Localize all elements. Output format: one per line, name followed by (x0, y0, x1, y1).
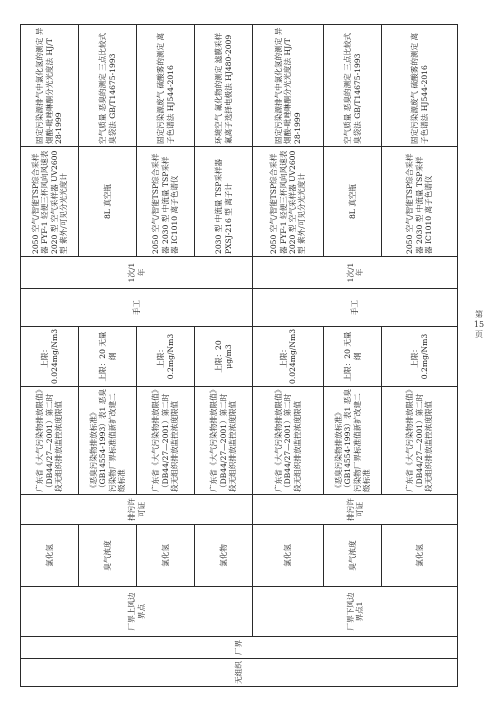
monitor-method-cell: 环境空气 氟化物的测定 滤膜采样氟离子选择电极法 HJ480-2009 (195, 25, 253, 147)
freq-cell: 1次/1年 (253, 257, 458, 289)
rotated-table-container (20, 25, 457, 687)
instrument-cell: 2050 空气/智能TSP综合采样器 FYF-1 轻便三杯风向风速表 2020 型 空气采样器 UV2600 型 紫外/可见分光光度计 (21, 147, 79, 257)
limit-cell: 上限：0.024mg/Nm3 (21, 327, 79, 387)
limit-cell: 上限：20 无量纲 (324, 327, 382, 387)
instrument-cell: 8L 真空瓶 (324, 147, 382, 257)
standard-cell: 广东省《大气污染物排放限值》（DB44/27—2001）第二时段无组织排放监控浓度限值 (253, 387, 324, 495)
monitor-method-cell: 空气质量 恶臭的测定 三点比较式臭袋法 GB/T14675-1993 (324, 25, 382, 147)
method-cell: 手工 (21, 289, 253, 327)
monitor-method-cell: 固定污染源废气 硫酸雾的测定 离子色谱法 HJ544-2016 (382, 25, 458, 147)
pollutant-cell: 氯化氢 (382, 525, 458, 587)
instrument-cell: 2050 空气/智能TSP综合采样器 2030 型 中流量 TSP采样器 IC1010 离子色谱仪 (137, 147, 195, 257)
instrument-cell: 2050 空气/智能TSP综合采样器 FYF-1 轻便三杯风向风速表 2020 型 空气采样器 UV2600 型 紫外/可见分光光度计 (253, 147, 324, 257)
pollutant-cell: 氯化物 (195, 525, 253, 587)
standard-cell: 《恶臭污染物排放标准》（GB14554-1993）表1 恶臭污染物厂界标准值新扩改建二级标准 (324, 387, 382, 495)
monitor-method-cell: 固定污染源废气 硫酸雾的测定 离子色谱法 HJ544-2016 (137, 25, 195, 147)
instrument-cell: 2030 型 中流量 TSP采样器 PXSJ-216 型 离子计 (195, 147, 253, 257)
method-cell: 手工 (253, 289, 458, 327)
page-number-text: 第 15 页 (473, 310, 485, 339)
pollutant-cell: 臭气浓度 (79, 525, 137, 587)
instrument-cell: 8L 真空瓶 (79, 147, 137, 257)
limit-cell: 上限：0.024mg/Nm3 (253, 327, 324, 387)
point-cell: 厂界下风边界点1 (253, 587, 458, 637)
pollutant-cell: 臭气浓度 (324, 525, 382, 587)
pollutant-cell: 氯化氢 (137, 525, 195, 587)
standard-cell: 《恶臭污染物排放标准》（GB14554-1993）表1 恶臭污染物厂界标准值新扩改建二级标准 (79, 387, 137, 495)
license-cell: 排污许可证 (21, 495, 253, 525)
standard-cell: 广东省《大气污染物排放限值》（DB44/27—2001）第二时段无组织排放监控浓度限值 (21, 387, 79, 495)
monitoring-table (20, 24, 458, 687)
freq-cell: 1次/1年 (21, 257, 253, 289)
limit-cell: 上限：20 无量纲 (79, 327, 137, 387)
limit-cell: 上限：0.2mg/Nm3 (137, 327, 195, 387)
point-cell: 厂界上风边界点 (21, 587, 253, 637)
monitor-method-cell: 固定污染源排气中氯化氢的测定 异烟酸-吡唑啉酮分光光度法 HJ/T 28-1999 (21, 25, 79, 147)
instrument-cell: 2050 空气/智能TSP综合采样器 2030 型 中流量 TSP采样器 IC1010 离子色谱仪 (382, 147, 458, 257)
monitor-method-cell: 空气质量 恶臭的测定 三点比较式臭袋法 GB/T14675-1993 (79, 25, 137, 147)
standard-cell: 广东省《大气污染物排放限值》（DB44/27—2001）第二时段无组织排放监控浓度限值 (382, 387, 458, 495)
table-row (253, 25, 324, 687)
limit-cell: 上限：0.2mg/Nm3 (382, 327, 458, 387)
org-cell: 无组织 (21, 659, 458, 687)
monitor-method-cell: 固定污染源排气中氯化氢的测定 异烟酸-吡唑啉酮分光光度法 HJ/T 28-1999 (253, 25, 324, 147)
page-number (472, 310, 486, 340)
standard-cell: 广东省《大气污染物排放限值》（DB44/27—2001）第二时段无组织排放监控浓度限值 (195, 387, 253, 495)
license-cell: 排污许可证 (253, 495, 458, 525)
boundary-cell: 厂界 (21, 637, 458, 659)
pollutant-cell: 氯化氢 (21, 525, 79, 587)
pollutant-cell: 氯化氢 (253, 525, 324, 587)
limit-cell: 上限：20 μg/m3 (195, 327, 253, 387)
standard-cell: 广东省《大气污染物排放限值》（DB44/27—2001）第二时段无组织排放监控浓度限值 (137, 387, 195, 495)
table-row (21, 25, 79, 687)
